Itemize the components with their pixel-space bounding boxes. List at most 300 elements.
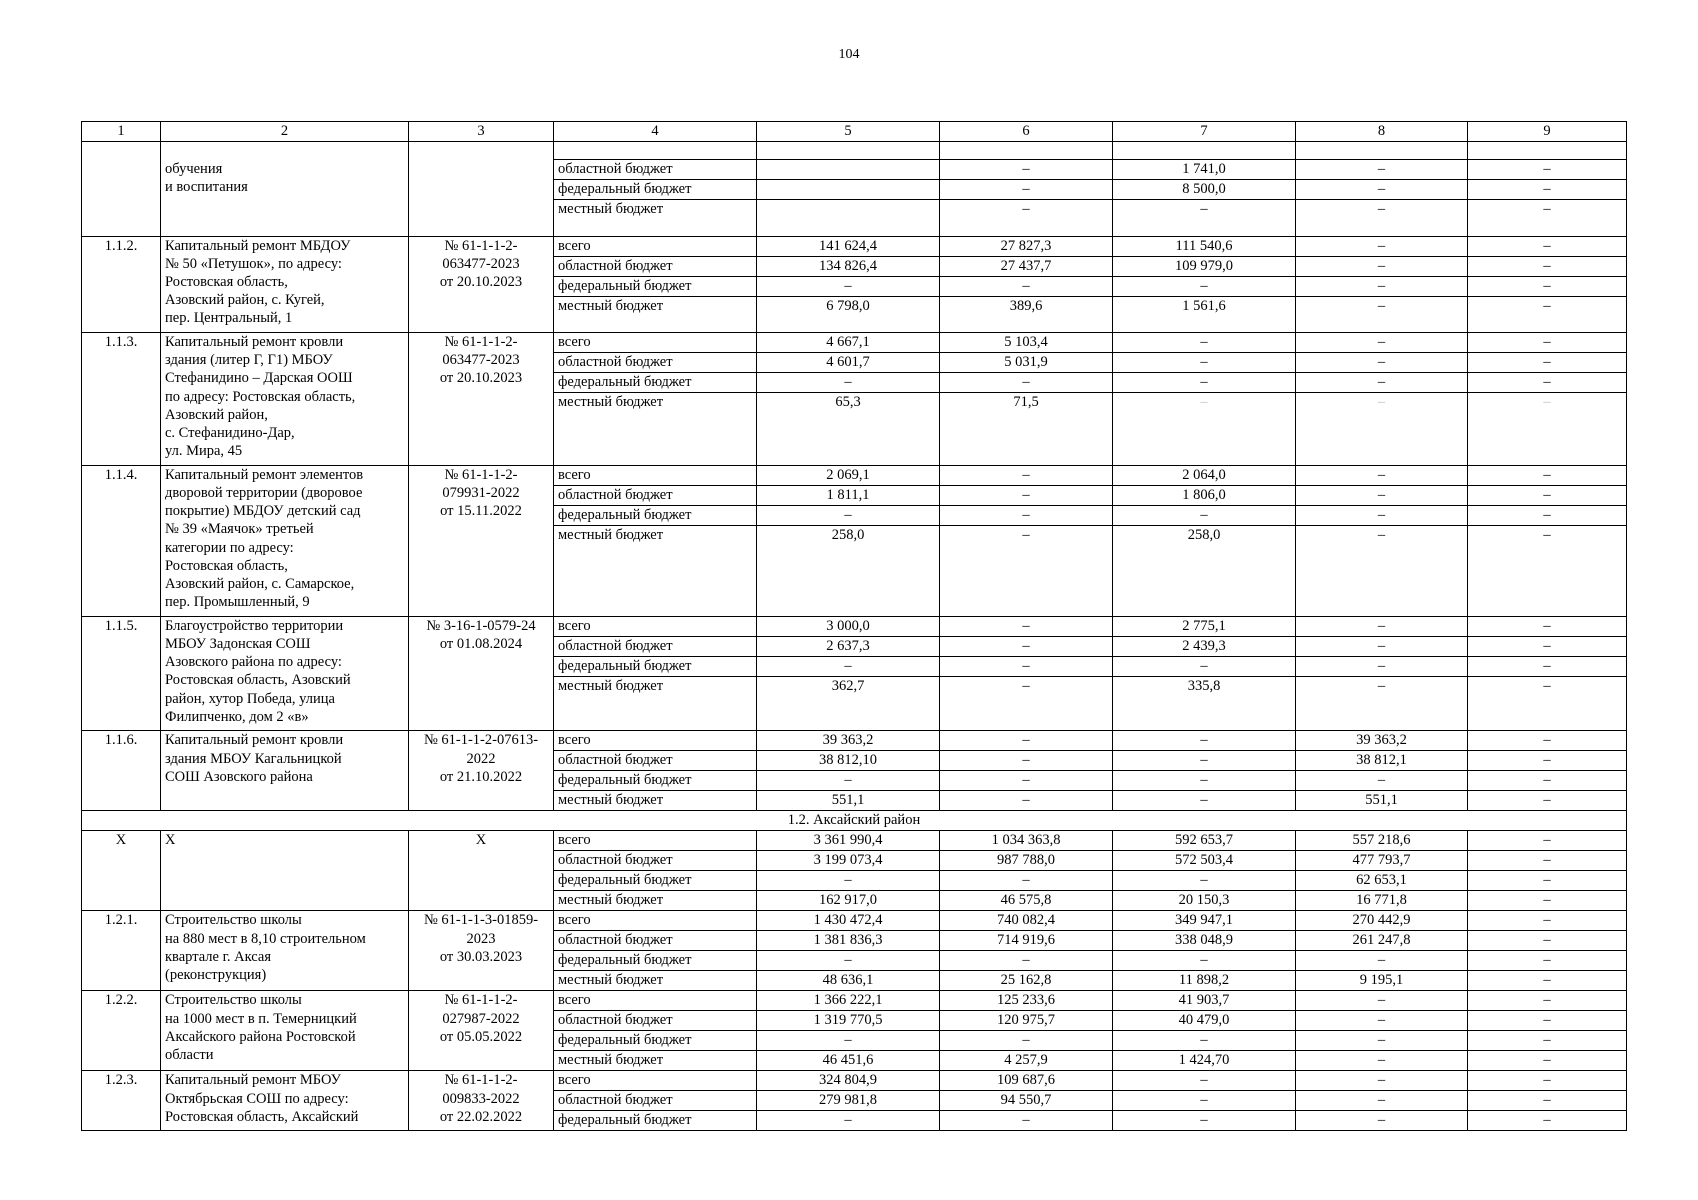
value-cell: 551,1 [1296,791,1468,811]
item-name-line: пер. Промышленный, 9 [165,594,310,611]
value-cell: – [1113,751,1296,771]
item-name-line: Стефанидино – Дарская ООШ [165,370,353,387]
funding-source: всего [554,1071,757,1091]
funding-source: областной бюджет [554,851,757,871]
value-cell: – [940,160,1113,180]
item-name-line: на 880 мест в 8,10 строительном [165,930,366,947]
value-cell: – [1296,1051,1468,1071]
header-cell: 5 [757,122,940,142]
table-row [82,236,1627,256]
table-row [82,911,1627,931]
value-cell: – [1468,332,1627,352]
table-row [82,616,1627,636]
value-cell: 120 975,7 [940,1011,1113,1031]
document-ref-line [413,850,549,868]
value-cell: – [1296,160,1468,180]
value-cell: – [1468,991,1627,1011]
value-cell [1468,142,1627,160]
value-cell: 335,8 [1113,676,1296,731]
item-name-line: (реконструкция) [165,966,267,983]
document-ref [409,616,554,731]
item-name-line: покрытие) МБДОУ детский сад [165,503,361,520]
value-cell: 3 361 990,4 [757,831,940,851]
value-cell: – [1296,1011,1468,1031]
header-cell: 2 [161,122,409,142]
table-row [82,1071,1627,1091]
value-cell: 65,3 [757,392,940,465]
table-row [82,142,1627,160]
document-ref-line: от 21.10.2022 [439,768,523,785]
funding-source: местный бюджет [554,891,757,911]
item-name-line: Капитальный ремонт элементов [165,466,364,483]
value-cell: – [1113,1071,1296,1091]
value-cell: 2 439,3 [1113,636,1296,656]
item-name-line: Капитальный ремонт МБОУ [165,1072,341,1089]
item-name [161,616,409,731]
header-cell: 6 [940,122,1113,142]
value-cell: 324 804,9 [757,1071,940,1091]
value-cell: 4 601,7 [757,352,940,372]
value-cell: 258,0 [757,525,940,616]
value-cell: – [757,505,940,525]
funding-source: всего [554,911,757,931]
value-cell: 270 442,9 [1296,911,1468,931]
value-cell: – [940,616,1113,636]
item-name-line: области [165,1046,214,1063]
value-cell: 1 741,0 [1113,160,1296,180]
value-cell: 9 195,1 [1296,971,1468,991]
funding-source: федеральный бюджет [554,372,757,392]
value-cell: – [1468,616,1627,636]
funding-source: всего [554,332,757,352]
value-cell: 20 150,3 [1113,891,1296,911]
value-cell: – [1296,616,1468,636]
value-cell: 11 898,2 [1113,971,1296,991]
header-row [82,122,1627,142]
value-cell: 5 103,4 [940,332,1113,352]
value-cell: – [940,731,1113,751]
value-cell: – [1468,485,1627,505]
value-cell: – [1113,731,1296,751]
funding-source: местный бюджет [554,392,757,465]
value-cell: – [1296,236,1468,256]
value-cell: – [1468,352,1627,372]
item-name [161,1071,409,1131]
header-cell: 4 [554,122,757,142]
document-ref-line: № 61-1-1-2- [444,1072,518,1089]
value-cell: – [757,656,940,676]
item-name-line: Капитальный ремонт кровли [165,333,344,350]
section-row [82,811,1627,831]
header-cell: 3 [409,122,554,142]
value-cell: 349 947,1 [1113,911,1296,931]
item-name-line: пер. Центральный, 1 [165,310,293,327]
funding-source: областной бюджет [554,1011,757,1031]
value-cell: 1 430 472,4 [757,911,940,931]
value-cell: 8 500,0 [1113,180,1296,200]
document-ref-line: № 61-1-1-2- [444,237,518,254]
table-row [82,465,1627,485]
value-cell: – [1296,296,1468,332]
item-name-line [165,886,404,904]
value-cell: – [1468,1011,1627,1031]
document-ref-line: 063477-2023 [442,352,520,369]
item-number: 1.2.2. [82,991,161,1071]
value-cell: – [940,1111,1113,1131]
value-cell: – [1296,771,1468,791]
value-cell: – [1468,791,1627,811]
value-cell: 109 687,6 [940,1071,1113,1091]
funding-source: местный бюджет [554,296,757,332]
funding-source: областной бюджет [554,256,757,276]
value-cell [1296,142,1468,160]
value-cell: – [1296,1111,1468,1131]
value-cell: – [940,465,1113,485]
value-cell: 46 451,6 [757,1051,940,1071]
value-cell: 38 812,10 [757,751,940,771]
funding-source: местный бюджет [554,1051,757,1071]
document-ref-line: от 20.10.2023 [439,273,523,290]
value-cell: 740 082,4 [940,911,1113,931]
value-cell: – [940,751,1113,771]
funding-source: всего [554,831,757,851]
document-ref [409,332,554,465]
value-cell: – [1468,971,1627,991]
value-cell: 25 162,8 [940,971,1113,991]
item-name-line: Филипченко, дом 2 «в» [165,708,309,725]
item-name-line: обучения [165,161,223,178]
item-name-line: МБОУ Задонская СОШ [165,635,311,652]
funding-source: федеральный бюджет [554,656,757,676]
value-cell: 40 479,0 [1113,1011,1296,1031]
section-title: 1.2. Аксайский район [82,811,1627,831]
value-cell: – [940,871,1113,891]
value-cell: – [1468,525,1627,616]
item-number: 1.1.2. [82,236,161,332]
document-ref-line: 063477-2023 [442,255,520,272]
value-cell: 125 233,6 [940,991,1113,1011]
document-ref-line: 009833-2022 [442,1090,520,1107]
item-name-line: на 1000 мест в п. Темерницкий [165,1010,357,1027]
value-cell: – [757,871,940,891]
value-cell: – [1296,485,1468,505]
value-cell: 27 437,7 [940,256,1113,276]
value-cell: – [1296,951,1468,971]
value-cell: 2 775,1 [1113,616,1296,636]
document-ref [409,1071,554,1131]
value-cell: 94 550,7 [940,1091,1113,1111]
value-cell: – [1468,851,1627,871]
value-cell: – [1296,392,1468,465]
item-name-line: Аксайского района Ростовской [165,1028,356,1045]
funding-source: местный бюджет [554,200,757,236]
value-cell: – [940,180,1113,200]
value-cell: – [1113,871,1296,891]
value-cell: – [1296,525,1468,616]
value-cell: 62 653,1 [1296,871,1468,891]
value-cell: – [1113,1091,1296,1111]
value-cell: – [1468,236,1627,256]
document-ref-line [413,868,549,886]
value-cell: – [1468,1031,1627,1051]
value-cell: 1 561,6 [1113,296,1296,332]
funding-source: федеральный бюджет [554,771,757,791]
value-cell: – [1468,931,1627,951]
funding-source: федеральный бюджет [554,276,757,296]
item-name-line: СОШ Азовского района [165,768,313,785]
funding-source: всего [554,991,757,1011]
value-cell: – [1468,656,1627,676]
funding-source: федеральный бюджет [554,871,757,891]
funding-source: областной бюджет [554,485,757,505]
value-cell: – [940,771,1113,791]
value-cell: – [1468,1051,1627,1071]
document-ref-line: № 61-1-1-2- [444,466,518,483]
document-ref-line: № 61-1-1-2- [444,333,518,350]
value-cell: 39 363,2 [757,731,940,751]
funding-source: всего [554,731,757,751]
document-ref [409,236,554,332]
item-name [161,332,409,465]
value-cell: – [1296,352,1468,372]
value-cell: 38 812,1 [1296,751,1468,771]
value-cell: – [1113,352,1296,372]
item-name [161,142,409,237]
value-cell: – [1296,636,1468,656]
item-name-line [165,142,404,160]
value-cell: – [757,951,940,971]
value-cell: – [940,525,1113,616]
item-number: 1.1.3. [82,332,161,465]
value-cell: 362,7 [757,676,940,731]
value-cell: 2 069,1 [757,465,940,485]
value-cell: 572 503,4 [1113,851,1296,871]
value-cell: – [757,372,940,392]
value-cell: – [940,791,1113,811]
value-cell: – [940,485,1113,505]
document-ref-line: № 61-1-1-2- [444,992,518,1009]
value-cell: – [1468,911,1627,931]
item-name-line: № 39 «Маячок» третьей [165,521,314,538]
value-cell: – [1296,465,1468,485]
value-cell: – [1468,200,1627,236]
value-cell: – [1113,656,1296,676]
value-cell: 2 064,0 [1113,465,1296,485]
document-ref [409,991,554,1071]
item-name-line: Капитальный ремонт кровли [165,732,344,749]
value-cell: – [757,771,940,791]
funding-source: областной бюджет [554,352,757,372]
item-name-line: Ростовская область, Аксайский [165,1108,359,1125]
value-cell: – [1296,505,1468,525]
value-cell: – [1113,392,1296,465]
document-ref-line: от 01.08.2024 [439,635,523,652]
document-ref-line [413,142,549,160]
table-row [82,831,1627,851]
item-name-line [165,215,404,233]
item-name-line: Строительство школы [165,992,302,1009]
value-cell: – [1468,276,1627,296]
value-cell: 557 218,6 [1296,831,1468,851]
item-name [161,465,409,616]
value-cell: 3 000,0 [757,616,940,636]
value-cell: – [1113,791,1296,811]
document-ref-line: 2022 [466,750,496,767]
value-cell: 16 771,8 [1296,891,1468,911]
item-name-line: № 50 «Петушок», по адресу: [165,255,342,272]
value-cell: – [1296,332,1468,352]
item-name-line: Азовский район, с. Самарское, [165,575,355,592]
budget-table [81,121,1627,1131]
document-ref-line: № 3-16-1-0579-24 [426,617,536,634]
value-cell: 48 636,1 [757,971,940,991]
item-name [161,236,409,332]
item-name-line [165,850,404,868]
value-cell: – [1468,180,1627,200]
value-cell: – [1468,891,1627,911]
item-name-line [165,786,404,804]
item-name-line: здания (литер Г, Г1) МБОУ [165,352,333,369]
funding-source: областной бюджет [554,160,757,180]
value-cell: – [1296,1091,1468,1111]
item-number: Х [82,831,161,911]
item-number: 1.2.3. [82,1071,161,1131]
funding-source: областной бюджет [554,636,757,656]
value-cell: 261 247,8 [1296,931,1468,951]
document-ref [409,142,554,237]
value-cell: – [940,505,1113,525]
item-name-line [165,197,404,215]
value-cell: 3 199 073,4 [757,851,940,871]
document-ref-line [413,653,549,671]
value-cell [757,200,940,236]
value-cell: – [1296,256,1468,276]
value-cell: 111 540,6 [1113,236,1296,256]
value-cell: 39 363,2 [1296,731,1468,751]
value-cell: – [1468,951,1627,971]
value-cell: 1 381 836,3 [757,931,940,951]
value-cell: – [1113,951,1296,971]
value-cell: – [1468,160,1627,180]
value-cell: – [1113,276,1296,296]
item-name-line: с. Стефанидино-Дар, [165,424,295,441]
value-cell: 109 979,0 [1113,256,1296,276]
item-name-line: Азовский район, [165,406,268,423]
item-name-line: район, хутор Победа, улица [165,690,335,707]
item-name [161,991,409,1071]
value-cell: 5 031,9 [940,352,1113,372]
document-ref-line: Х [475,832,487,849]
value-cell: – [1468,751,1627,771]
value-cell: – [940,656,1113,676]
value-cell: 1 366 222,1 [757,991,940,1011]
value-cell: – [1296,276,1468,296]
value-cell: – [1113,1111,1296,1131]
item-name-line: ул. Мира, 45 [165,443,243,460]
funding-source: местный бюджет [554,971,757,991]
value-cell [1113,142,1296,160]
item-name-line: Х [165,832,176,849]
value-cell: – [1296,372,1468,392]
value-cell: – [1468,676,1627,731]
value-cell: – [1296,656,1468,676]
value-cell: 4 257,9 [940,1051,1113,1071]
funding-source: областной бюджет [554,931,757,951]
value-cell: – [1468,1071,1627,1091]
value-cell: – [940,1031,1113,1051]
item-name-line: здания МБОУ Кагальницкой [165,750,342,767]
value-cell: 1 034 363,8 [940,831,1113,851]
value-cell: – [1296,1031,1468,1051]
value-cell: 162 917,0 [757,891,940,911]
funding-source: всего [554,616,757,636]
item-number: 1.1.5. [82,616,161,731]
value-cell: 27 827,3 [940,236,1113,256]
value-cell: 1 424,70 [1113,1051,1296,1071]
value-cell: 714 919,6 [940,931,1113,951]
value-cell: – [1468,731,1627,751]
value-cell: 141 624,4 [757,236,940,256]
value-cell: – [1468,1111,1627,1131]
funding-source: федеральный бюджет [554,1031,757,1051]
document-ref [409,911,554,991]
value-cell: – [1296,180,1468,200]
value-cell: – [1468,392,1627,465]
value-cell: 338 048,9 [1113,931,1296,951]
value-cell: – [940,636,1113,656]
item-name-line: категории по адресу: [165,539,294,556]
funding-source: федеральный бюджет [554,505,757,525]
value-cell: – [1468,505,1627,525]
item-name-line: квартале г. Аксая [165,948,272,965]
item-number: 1.2.1. [82,911,161,991]
document-ref-line: от 20.10.2023 [439,370,523,387]
item-name-line: Строительство школы [165,912,302,929]
value-cell: 258,0 [1113,525,1296,616]
value-cell: – [1113,200,1296,236]
item-name-line: Капитальный ремонт МБДОУ [165,237,351,254]
item-name-line [165,868,404,886]
document-ref-line: от 30.03.2023 [439,948,523,965]
item-name-line: Октябрьская СОШ по адресу: [165,1090,349,1107]
value-cell [757,180,940,200]
table-row [82,991,1627,1011]
item-name-line: Благоустройство территории [165,617,344,634]
value-cell: – [1296,200,1468,236]
header-cell: 9 [1468,122,1627,142]
value-cell: 46 575,8 [940,891,1113,911]
table-body [82,122,1627,1131]
document-ref [409,465,554,616]
value-cell: – [1468,256,1627,276]
value-cell: 1 806,0 [1113,485,1296,505]
value-cell: – [1468,465,1627,485]
table-row [82,332,1627,352]
value-cell: – [1113,505,1296,525]
item-number: 1.1.6. [82,731,161,811]
value-cell: 71,5 [940,392,1113,465]
page-number: 104 [838,47,860,62]
value-cell: – [1468,636,1627,656]
value-cell: – [1468,296,1627,332]
value-cell [757,142,940,160]
value-cell: – [940,951,1113,971]
funding-source [554,142,757,160]
item-name-line: Ростовская область, Азовский [165,672,351,689]
value-cell: 6 798,0 [757,296,940,332]
document-ref-line: 079931-2022 [442,484,520,501]
value-cell: 987 788,0 [940,851,1113,871]
